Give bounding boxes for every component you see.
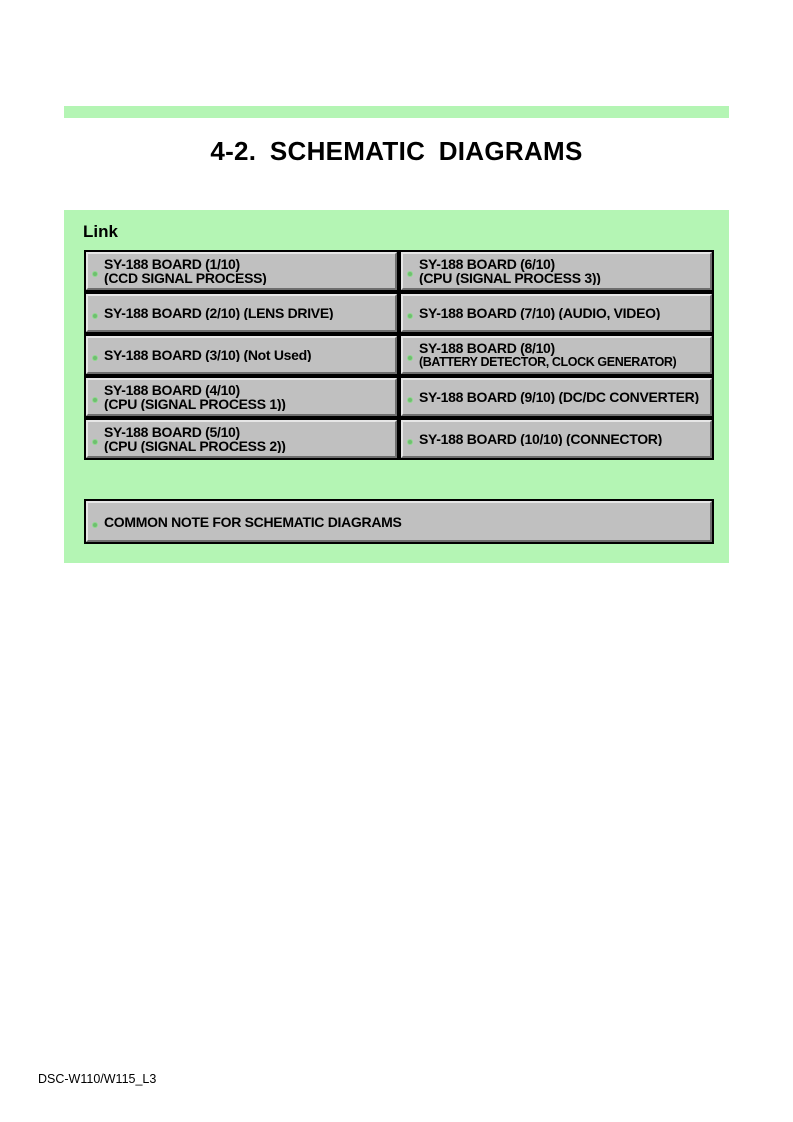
bullet-icon bbox=[408, 398, 412, 402]
footer-model-code: DSC-W110/W115_L3 bbox=[38, 1072, 157, 1086]
link-label-line1: SY-188 BOARD (6/10) bbox=[419, 257, 555, 272]
link-label-line2: (CPU (SIGNAL PROCESS 2)) bbox=[104, 438, 286, 453]
bullet-icon bbox=[408, 314, 412, 318]
link-label-line1: SY-188 BOARD (8/10) bbox=[419, 341, 555, 356]
link-label-line1: SY-188 BOARD (4/10) bbox=[104, 383, 240, 398]
header-rule bbox=[64, 106, 729, 118]
bullet-icon bbox=[93, 356, 97, 360]
link-label-line1: SY-188 BOARD (10/10) (CONNECTOR) bbox=[419, 432, 662, 446]
link-label-line1: SY-188 BOARD (5/10) bbox=[104, 425, 240, 440]
link-panel bbox=[64, 210, 729, 563]
link-label-line1: SY-188 BOARD (2/10) (LENS DRIVE) bbox=[104, 306, 334, 320]
link-label-line2: (CCD SIGNAL PROCESS) bbox=[104, 270, 267, 285]
bullet-icon bbox=[408, 440, 412, 444]
link-button-board-8[interactable] bbox=[401, 336, 712, 374]
link-button-board-10[interactable] bbox=[401, 420, 712, 458]
link-button-board-9[interactable] bbox=[401, 378, 712, 416]
common-note-frame bbox=[84, 499, 714, 544]
link-label-line1: SY-188 BOARD (7/10) (AUDIO, VIDEO) bbox=[419, 306, 661, 320]
link-label-line2: (CPU (SIGNAL PROCESS 1)) bbox=[104, 396, 286, 411]
bullet-icon bbox=[93, 523, 97, 527]
link-grid bbox=[84, 250, 714, 460]
bullet-icon bbox=[93, 398, 97, 402]
bullet-icon bbox=[408, 356, 412, 360]
bullet-icon bbox=[93, 272, 97, 276]
common-note-button[interactable] bbox=[86, 501, 712, 542]
link-button-board-1[interactable] bbox=[86, 252, 397, 290]
link-button-board-7[interactable] bbox=[401, 294, 712, 332]
link-heading: Link bbox=[83, 222, 118, 241]
link-label-line2: (CPU (SIGNAL PROCESS 3)) bbox=[419, 270, 601, 285]
bullet-icon bbox=[408, 272, 412, 276]
link-label-line1: SY-188 BOARD (9/10) (DC/DC CONVERTER) bbox=[419, 390, 699, 404]
link-button-board-2[interactable] bbox=[86, 294, 397, 332]
link-label-line2: (BATTERY DETECTOR, CLOCK GENERATOR) bbox=[419, 355, 677, 369]
link-label-line1: SY-188 BOARD (3/10) (Not Used) bbox=[104, 348, 312, 362]
page-title: 4-2. SCHEMATIC DIAGRAMS bbox=[210, 136, 583, 166]
link-button-board-4[interactable] bbox=[86, 378, 397, 416]
link-button-board-5[interactable] bbox=[86, 420, 397, 458]
common-note-label: COMMON NOTE FOR SCHEMATIC DIAGRAMS bbox=[104, 514, 402, 529]
link-label-line1: SY-188 BOARD (1/10) bbox=[104, 257, 240, 272]
bullet-icon bbox=[93, 314, 97, 318]
link-button-board-6[interactable] bbox=[401, 252, 712, 290]
bullet-icon bbox=[93, 440, 97, 444]
link-button-board-3[interactable] bbox=[86, 336, 397, 374]
